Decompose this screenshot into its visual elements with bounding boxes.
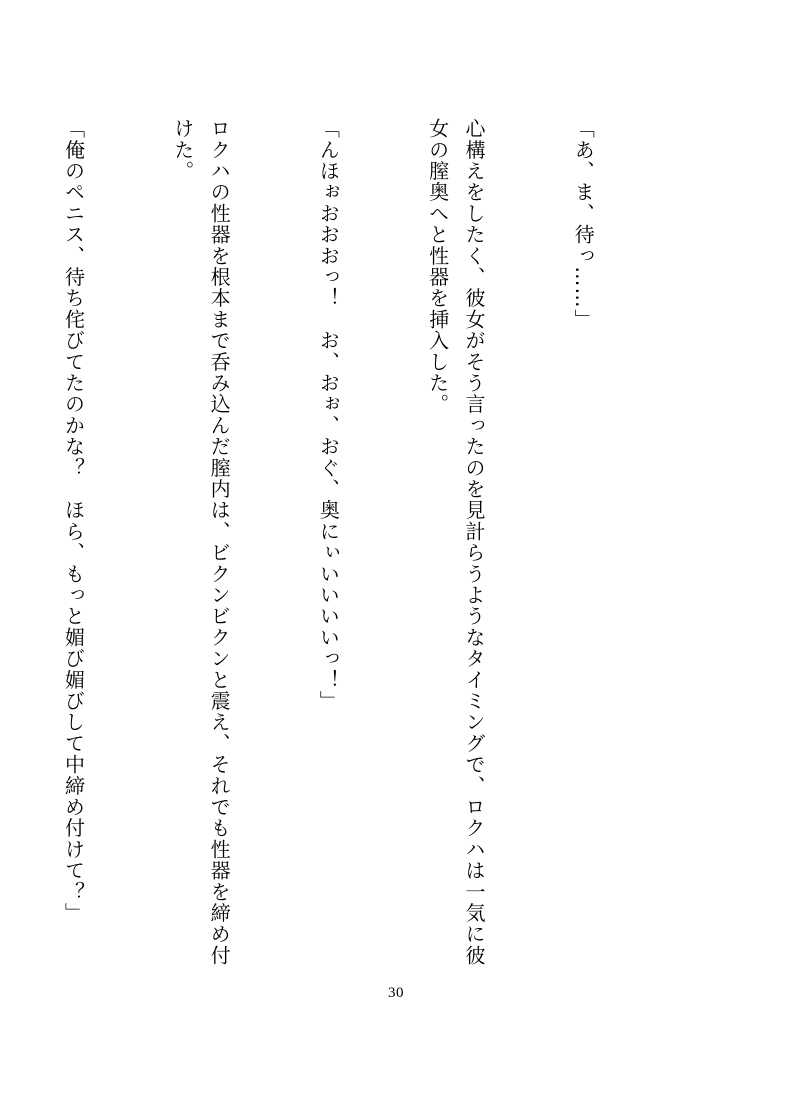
page-number: 30: [388, 985, 404, 1001]
paragraph-5: 「俺のペニス、待ち侘びてたのかな？ ほら、もっと媚び媚びして中締め付けて？」: [61, 118, 86, 924]
paragraph-3: 「んほぉおおおっ！ お、おぉ、おぐ、奥にぃいいいいっ！」: [316, 118, 341, 712]
paragraph-1: 「あ、ま、待っ……」: [571, 118, 596, 330]
body-text: [61, 118, 674, 978]
paragraph-2: 心構えをしたく、彼女がそう言ったのを見計らうようなタイミングで、ロクハは一気に彼女の膣奥へと性器を挿入した。: [425, 118, 486, 966]
paragraph-4: ロクハの性器を根本まで呑み込んだ膣内は、ビクンビクンと震え、それでも性器を締め付けた。: [170, 118, 232, 966]
